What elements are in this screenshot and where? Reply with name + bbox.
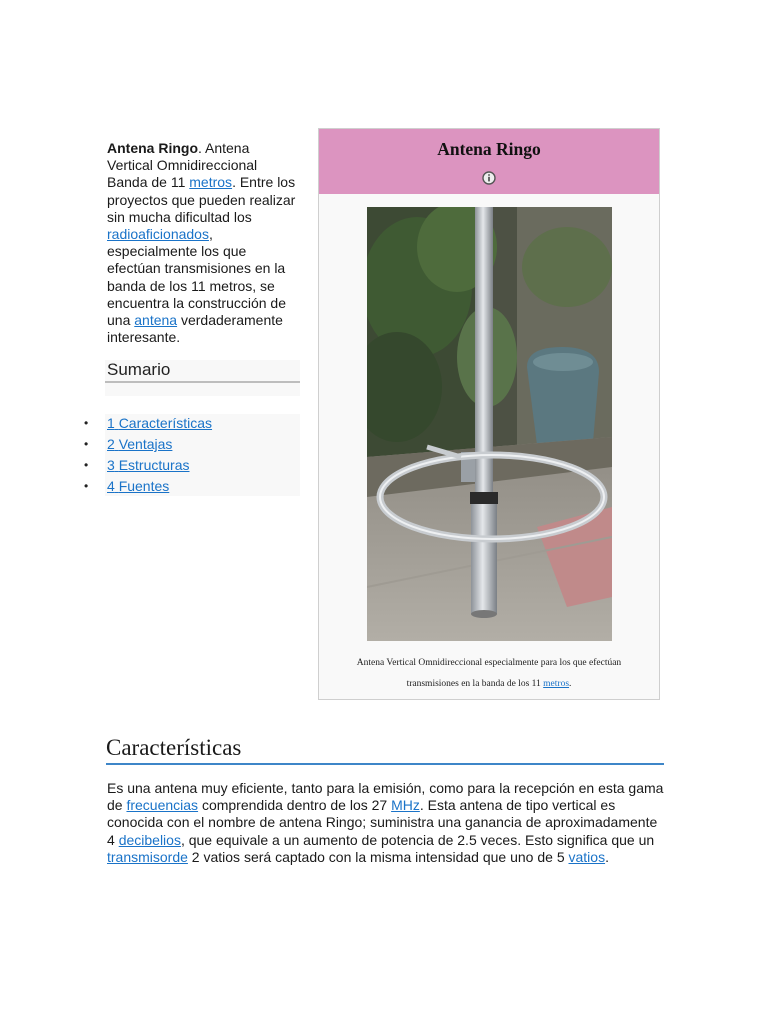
infobox [318, 128, 660, 700]
intro-text: , especialmente los que efectúan transmisiones en la banda de los 11 metros, se encuentra la construcción de una [107, 226, 286, 329]
intro-text: . Antena Vertical Omnidireccional Banda de 11 [107, 140, 258, 191]
infobox-title: Antena Ringo [437, 139, 541, 159]
link-transmisor[interactable]: transmisorde [107, 848, 188, 865]
link-decibelios[interactable]: decibelios [118, 831, 181, 848]
toc-item-estructuras[interactable] [84, 456, 212, 477]
bullet-icon: • [84, 437, 89, 451]
link-radioaficionados[interactable]: radioaficionados [107, 226, 209, 243]
toc-list [84, 414, 213, 498]
toc-header [105, 360, 300, 396]
link-frecuencias[interactable]: frecuencias [126, 797, 199, 814]
link-metros[interactable]: metros [189, 174, 233, 191]
link-vatios[interactable]: vatios [568, 848, 606, 865]
link-antena[interactable]: antena [134, 312, 178, 329]
toc-divider [105, 381, 300, 383]
toc-item-ventajas[interactable] [84, 435, 212, 456]
toc-list-box [84, 414, 300, 496]
bullet-icon: • [84, 416, 89, 430]
toc-link[interactable]: 2 Ventajas [107, 436, 173, 452]
bullet-icon: • [84, 479, 89, 493]
toc-link[interactable]: 3 Estructuras [107, 457, 190, 473]
antenna-photo[interactable] [367, 207, 612, 641]
section-paragraph: Es una antena muy eficiente, tanto para la emisión, como para la recepción en esta gama de frecuencias comprendida dentro de los 27 MHz. Esta antena de tipo vertical es conocida con el nombre de antena Ringo; suministra una ganancia de aproximadamente 4 decibelios, que equivale a un aumento de potencia de 2.5 veces. Esto significa que un transmisorde 2 vatios será captado con la misma intensidad que uno de 5 vatios. [107, 780, 664, 865]
section-heading: Características [106, 735, 242, 760]
section-divider [106, 763, 664, 765]
infobox-caption: Antena Vertical Omnidireccional especialmente para los que efectúan transmisiones en la banda de los 11 metros. [356, 658, 622, 689]
intro-text: . Entre los proyectos que pueden realizar sin mucha dificultad los [107, 174, 296, 225]
caption-link-metros[interactable]: metros [543, 679, 570, 689]
info-icon[interactable] [482, 171, 496, 185]
toc-link[interactable]: 1 Características [107, 415, 213, 431]
toc-title: Sumario [107, 360, 171, 379]
link-mhz[interactable]: MHz [391, 797, 420, 814]
toc-item-fuentes[interactable] [84, 477, 212, 498]
toc-item-caracteristicas[interactable] [84, 414, 213, 435]
toc-link[interactable]: 4 Fuentes [107, 478, 170, 494]
intro-title: Antena Ringo [107, 140, 198, 156]
antenna-photo-drawing [367, 207, 612, 641]
infobox-header [319, 129, 659, 194]
intro-text: verdaderamente interesante. [107, 312, 283, 346]
bullet-icon: • [84, 458, 89, 472]
intro-paragraph [107, 140, 297, 346]
